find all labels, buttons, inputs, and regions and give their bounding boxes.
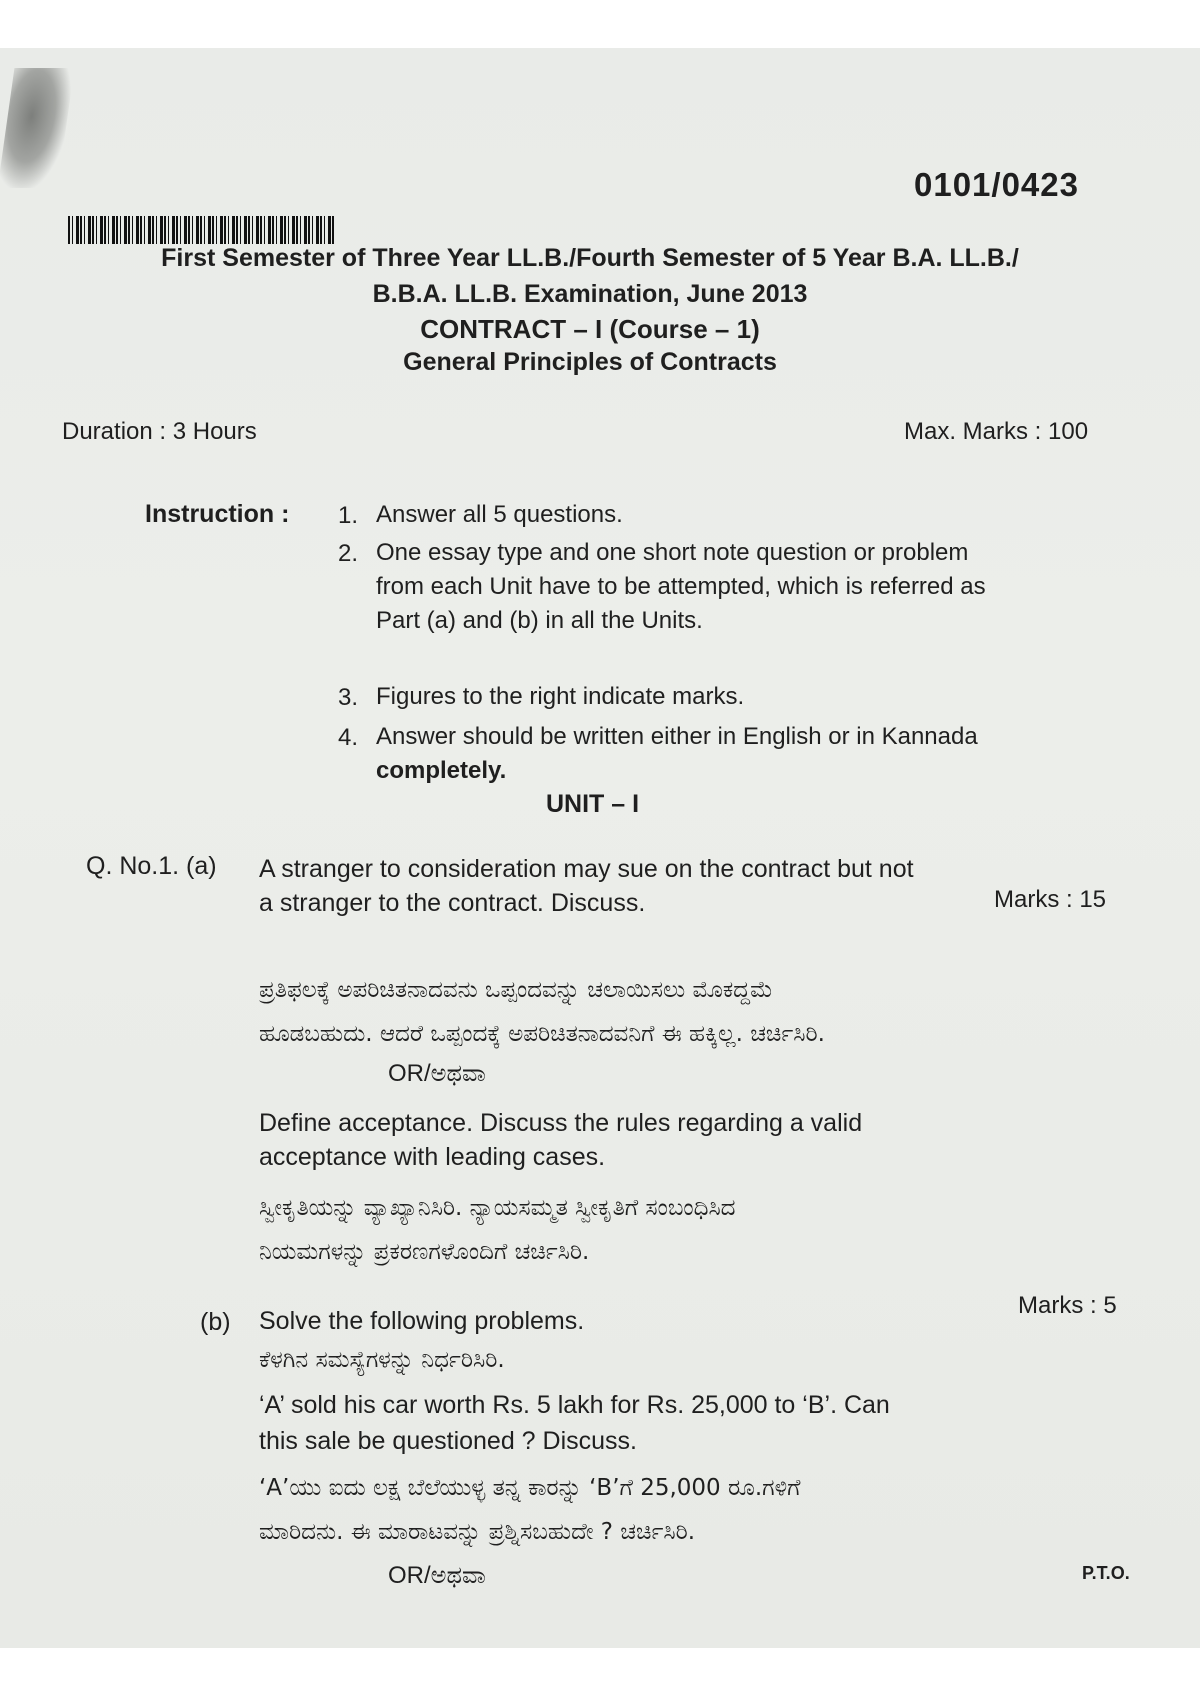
or-separator: OR/ಅಥವಾ — [388, 1562, 486, 1589]
problem-text-en: this sale be questioned ? Discuss. — [259, 1427, 637, 1455]
question-text-kn: ಪ್ರತಿಫಲಕ್ಕೆ ಅಪರಿಚಿತನಾದವನು ಒಪ್ಪಂದವನ್ನು ಚಲಾಯಿಸಲು ಮೊಕದ್ದಮೆ — [259, 977, 773, 1003]
question-text-en: Solve the following problems. — [259, 1307, 585, 1335]
unit-heading: UNIT – I — [546, 790, 640, 818]
paper-code: 0101/0423 — [914, 166, 1079, 203]
page-turn-over: P.T.O. — [1082, 1563, 1130, 1583]
instruction-text: Figures to the right indicate marks. — [376, 683, 745, 710]
question-marks: Marks : 15 — [994, 886, 1107, 913]
subject-title: CONTRACT – I (Course – 1) — [420, 314, 760, 344]
exam-title-line-1: First Semester of Three Year LL.B./Fourth Semester of 5 Year B.A. LL.B./ — [161, 244, 1019, 272]
problem-text-kn: ‘A’ಯು ಐದು ಲಕ್ಷ ಬೆಲೆಯುಳ್ಳ ತನ್ನ ಕಾರನ್ನು ‘B’ಗೆ 25,000 ರೂ.ಗಳಿಗೆ — [259, 1475, 801, 1501]
question-text-en: a stranger to the contract. Discuss. — [259, 889, 646, 917]
question-text-kn: ಕೆಳಗಿನ ಸಮಸ್ಯೆಗಳನ್ನು ನಿರ್ಧರಿಸಿರಿ. — [259, 1347, 505, 1373]
instruction-text: from each Unit have to be attempted, which is referred as — [376, 573, 986, 600]
instruction-text: Part (a) and (b) in all the Units. — [376, 607, 703, 634]
instruction-text: Answer should be written either in English or in Kannada — [376, 723, 978, 750]
max-marks: Max. Marks : 100 — [904, 418, 1089, 445]
duration: Duration : 3 Hours — [62, 418, 257, 445]
instruction-number: 2. — [338, 540, 359, 567]
question-part-label: (b) — [200, 1308, 231, 1336]
scan-smudge — [0, 68, 74, 188]
barcode-image — [68, 216, 336, 244]
problem-text-kn: ಮಾರಿದನು. ಈ ಮಾರಾಟವನ್ನು ಪ್ರಶ್ನಿಸಬಹುದೇ ? ಚರ್ಚಿಸಿರಿ. — [259, 1519, 696, 1545]
question-text-kn: ಸ್ವೀಕೃತಿಯನ್ನು ವ್ಯಾಖ್ಯಾನಿಸಿರಿ. ನ್ಯಾಯಸಮ್ಮತ ಸ್ವೀಕೃತಿಗೆ ಸಂಬಂಧಿಸಿದ — [259, 1195, 736, 1221]
question-text-en: Define acceptance. Discuss the rules regarding a valid — [259, 1109, 863, 1137]
instruction-number: 1. — [338, 502, 359, 529]
instruction-label: Instruction : — [145, 500, 290, 528]
question-text-en: A stranger to consideration may sue on the contract but not — [259, 855, 914, 883]
paper-title: General Principles of Contracts — [403, 348, 777, 376]
question-marks: Marks : 5 — [1018, 1292, 1117, 1319]
question-text-kn: ನಿಯಮಗಳನ್ನು ಪ್ರಕರಣಗಳೊಂದಿಗೆ ಚರ್ಚಿಸಿರಿ. — [259, 1239, 590, 1265]
instruction-number: 3. — [338, 684, 359, 711]
question-text-kn: ಹೂಡಬಹುದು. ಆದರೆ ಒಪ್ಪಂದಕ್ಕೆ ಅಪರಿಚಿತನಾದವನಿಗೆ ಈ ಹಕ್ಕಿಲ್ಲ. ಚರ್ಚಿಸಿರಿ. — [259, 1021, 825, 1047]
instruction-text: One essay type and one short note question or problem — [376, 539, 969, 566]
or-separator: OR/ಅಥವಾ — [388, 1060, 486, 1087]
question-label: Q. No.1. (a) — [86, 852, 217, 880]
question-text-en: acceptance with leading cases. — [259, 1143, 606, 1171]
instruction-number: 4. — [338, 724, 359, 751]
instruction-text: Answer all 5 questions. — [376, 501, 623, 528]
problem-text-en: ‘A’ sold his car worth Rs. 5 lakh for Rs. 25,000 to ‘B’. Can — [259, 1391, 890, 1419]
instruction-text: completely. — [376, 757, 507, 784]
exam-title-line-2: B.B.A. LL.B. Examination, June 2013 — [372, 280, 808, 308]
